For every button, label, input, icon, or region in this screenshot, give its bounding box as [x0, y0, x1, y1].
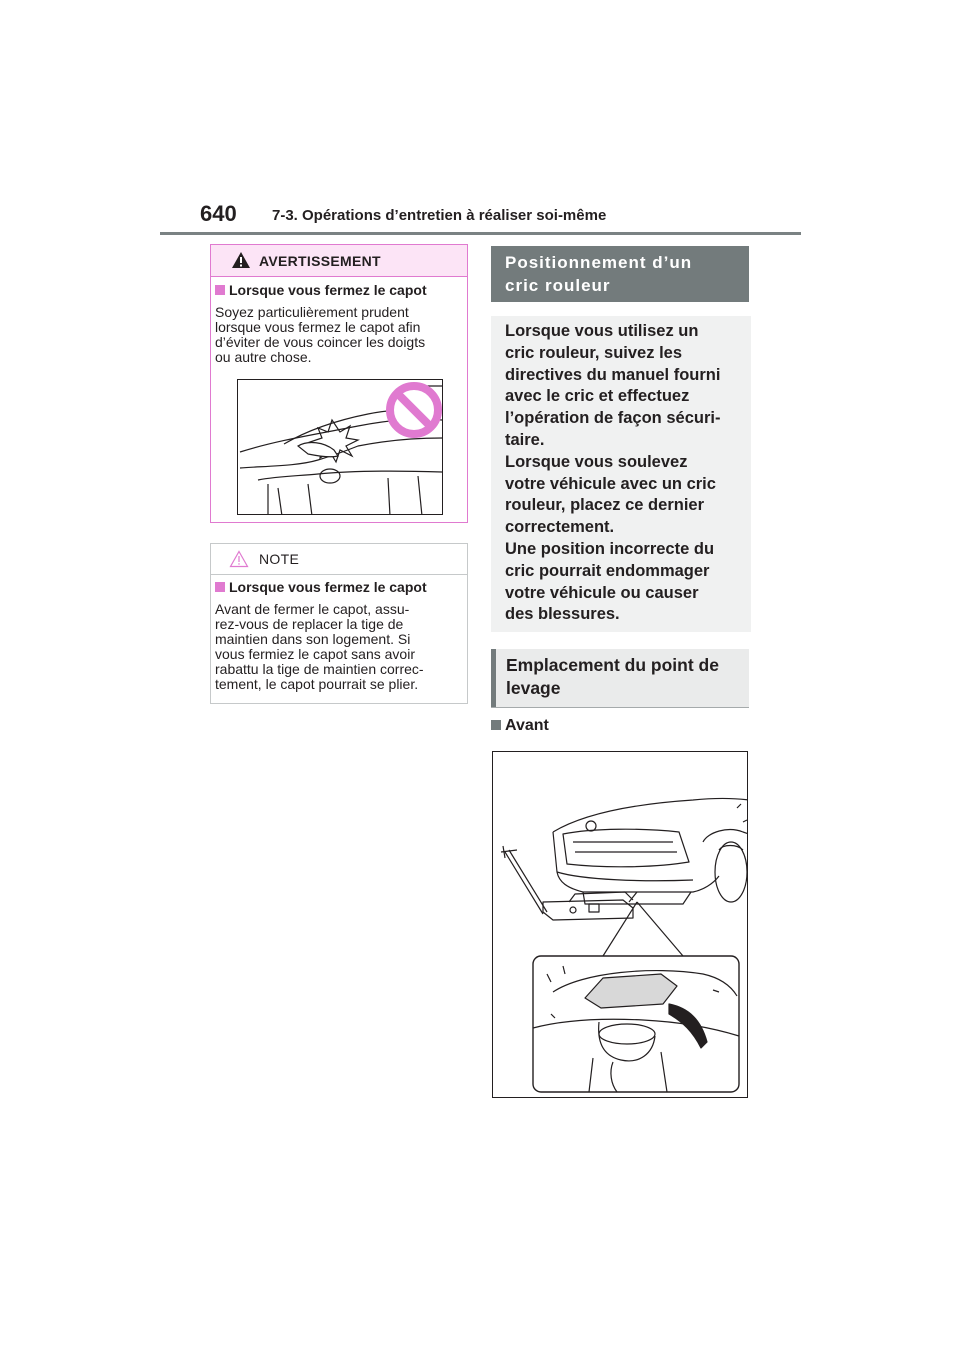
bullet-square-icon — [491, 720, 501, 730]
section-heading-lift-point — [491, 649, 749, 708]
section-heading-jack — [491, 246, 749, 302]
bullet-square-icon — [215, 582, 225, 592]
note-text: Avant de fermer le capot, assu- rez-vous de replacer la tige de maintien dans son logement. Si vous fermiez le capot sans avoir rabattu la tige de maintien correc- tement, le capot pourrait se plier. — [215, 601, 424, 692]
caution-triangle-icon — [229, 550, 249, 568]
hood-closing-illustration — [237, 379, 443, 515]
warning-text: Soyez particulièrement prudent lorsque vous fermez le capot afin d’éviter de vous coincer les doigts ou autre chose. — [215, 304, 426, 365]
jack-info-box — [491, 316, 751, 632]
header-rule — [160, 232, 801, 235]
note-box — [210, 543, 468, 704]
note-title: NOTE — [259, 551, 300, 567]
front-subheading: Avant — [491, 717, 549, 735]
section-title: Positionnement d’un cric rouleur — [505, 253, 693, 295]
warning-triangle-icon — [231, 251, 251, 269]
section-title: Emplacement du point de levage — [506, 655, 719, 698]
bullet-square-icon — [215, 285, 225, 295]
jack-info-text: Lorsque vous utilisez un cric rouleur, suivez les directives du manuel fourni avec le cric et effectuez l’opération de façon sécuri- taire. Lorsque vous soulevez votre véhicule avec un cric rouleur, placez ce dernier correctement. Une position incorrecte du cric pourrait endommager votre véhicule ou causer des blessures. — [505, 322, 721, 624]
front-jack-point-illustration — [492, 751, 748, 1098]
running-header: 7-3. Opérations d’entretien à réaliser soi-même — [272, 207, 607, 224]
warning-subtitle: Lorsque vous fermez le capot — [215, 282, 427, 298]
note-subtitle: Lorsque vous fermez le capot — [215, 579, 427, 595]
warning-box — [210, 244, 468, 523]
warning-header — [211, 245, 467, 277]
warning-title: AVERTISSEMENT — [259, 253, 381, 269]
note-header — [211, 544, 467, 575]
page-number: 640 — [200, 201, 237, 226]
